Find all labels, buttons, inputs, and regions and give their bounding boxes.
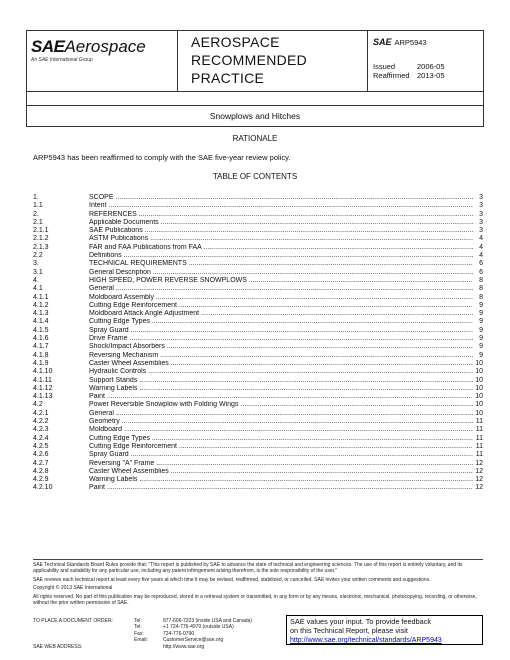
toc-page: 4 (479, 235, 483, 243)
toc-title: Cutting Edge Reinforcement ..... (89, 302, 473, 310)
toc-row[interactable] (33, 451, 483, 459)
toc-page: 9 (479, 326, 483, 334)
footer-review-text: SAE reviews each technical report at least every five years at which time it may be revised, reaffirmed, stabilized, or cancelled. SAE invites your written comments and suggestions. (33, 576, 431, 583)
toc-title: ASTM Publications ..... (89, 235, 473, 243)
toc-page: 11 (475, 451, 483, 459)
toc-page: 3 (479, 210, 483, 218)
document-header (26, 30, 484, 92)
toc-number: 4.1.12 (33, 384, 53, 392)
toc-title: Cutting Edge Types ..... (89, 435, 473, 443)
toc-title: TECHNICAL REQUIREMENTS ..... (89, 260, 473, 268)
toc-number: 2. (33, 210, 39, 218)
toc-title: Power Reversible Snowplow with Folding Wings ..... (89, 401, 473, 409)
toc-number: 4.1 (33, 285, 43, 293)
toc-title: Warning Labels ..... (89, 476, 473, 484)
logo-cell (27, 31, 178, 91)
toc-row[interactable] (33, 401, 483, 409)
toc-row[interactable] (33, 318, 483, 326)
toc-title: Definitions ..... (89, 252, 473, 260)
order-web-link[interactable]: http://www.sae.org (163, 643, 205, 650)
toc-page: 10 (475, 409, 483, 417)
logo-subtitle: An SAE International Group (31, 57, 93, 63)
toc-number: 4.2.8 (33, 467, 49, 475)
toc-row[interactable] (33, 285, 483, 293)
toc-row[interactable] (33, 435, 483, 443)
toc-number: 4.1.3 (33, 310, 49, 318)
toc-row[interactable] (33, 352, 483, 360)
table-of-contents (33, 194, 483, 493)
rationale-heading: RATIONALE (232, 134, 278, 143)
toc-title: Shock/Impact Absorbers ..... (89, 343, 473, 351)
toc-page: 3 (479, 218, 483, 226)
footer-copyright: Copyright © 2013 SAE International (33, 585, 113, 592)
toc-number: 4.2.4 (33, 434, 49, 442)
document-type: AEROSPACE RECOMMENDED PRACTICE (191, 34, 308, 86)
toc-number: 4.1.5 (33, 326, 49, 334)
toc-number: 4.1.7 (33, 343, 49, 351)
toc-number: 4.2.7 (33, 459, 49, 467)
toc-page: 9 (479, 343, 483, 351)
toc-row[interactable] (33, 235, 483, 243)
toc-title: Applicable Documents ..... (89, 219, 473, 227)
toc-number: 2.2 (33, 252, 43, 260)
toc-title: Caster Wheel Assemblies ..... (89, 360, 473, 368)
toc-number: 1. (33, 194, 39, 201)
toc-page: 12 (475, 476, 483, 484)
document-dates: Issued 2006-05 Reaffirmed 2013-05 (373, 62, 445, 80)
doc-type-cell (177, 31, 368, 91)
toc-page: 4 (479, 252, 483, 260)
toc-row[interactable] (33, 385, 483, 393)
toc-number: 3. (33, 260, 39, 268)
toc-row[interactable] (33, 260, 483, 268)
toc-row[interactable] (33, 244, 483, 252)
toc-title: SCOPE ..... (89, 194, 473, 202)
toc-number: 4.2.5 (33, 442, 49, 450)
toc-title: Hydraulic Controls ..... (89, 368, 473, 376)
toc-row[interactable] (33, 294, 483, 302)
footer-rules-text: SAE Technical Standards Board Rules provide that: "This report is published by SAE to advance the state of technical and engineering sciences. The use of this report is entirely voluntary, and its applicability and suitability for any particular use, including any patent infringement arising therefrom, is the sole responsibility of the user." (33, 562, 463, 575)
toc-number: 4.2.2 (33, 418, 49, 426)
toc-title: Spray Guard ..... (89, 451, 473, 459)
toc-title: Cutting Edge Reinforcement ..... (89, 443, 473, 451)
toc-number: 1.1 (33, 202, 43, 210)
toc-number: 4.1.13 (33, 393, 53, 401)
toc-title: Moldboard Attack Angle Adjustment ..... (89, 310, 473, 318)
email-label: Email: (134, 637, 148, 644)
toc-heading: TABLE OF CONTENTS (212, 172, 298, 181)
toc-title: Reversing "A" Frame ..... (89, 460, 473, 468)
toc-page: 8 (479, 285, 483, 293)
toc-page: 12 (475, 467, 483, 475)
toc-title: Cutting Edge Types ..... (89, 318, 473, 326)
toc-number: 4.2.10 (33, 484, 53, 492)
toc-page: 10 (475, 368, 483, 376)
toc-row[interactable] (33, 302, 483, 310)
order-tel-2: +1 724-776-4970 (outside USA) (163, 624, 234, 631)
feedback-box (286, 615, 483, 645)
toc-number: 4.1.4 (33, 318, 49, 326)
toc-row[interactable] (33, 368, 483, 376)
toc-title: Reversing Mechanism ..... (89, 352, 473, 360)
toc-page: 11 (475, 442, 483, 450)
toc-number: 4.2.1 (33, 409, 49, 417)
toc-page: 4 (479, 243, 483, 251)
toc-page: 10 (475, 376, 483, 384)
tel-label-2: Tel: (134, 624, 142, 631)
toc-row[interactable] (33, 219, 483, 227)
toc-page: 9 (479, 310, 483, 318)
toc-page: 3 (479, 202, 483, 210)
toc-page: 10 (475, 359, 483, 367)
footer-rights-text: All rights reserved. No part of this publication may be reproduced, stored in a retrieval system or transmitted, in any form or by any means, electronic, mechanical, photocopying, recording, or otherwise, without the prior written permission of SAE. (33, 593, 477, 607)
header-spacer-row (26, 92, 484, 106)
toc-number: 4. (33, 276, 39, 284)
toc-row[interactable] (33, 343, 483, 351)
tel-label: Tel: (134, 618, 142, 624)
doc-info-cell (367, 31, 483, 91)
toc-page: 10 (475, 401, 483, 409)
toc-row[interactable] (33, 360, 483, 368)
toc-number: 4.1.11 (33, 376, 52, 384)
toc-page: 9 (479, 335, 483, 343)
toc-title: Support Stands ..... (89, 377, 473, 385)
toc-row[interactable] (33, 377, 483, 385)
toc-page: 9 (479, 351, 483, 359)
toc-number: 3.1 (33, 268, 43, 276)
toc-number: 2.1.1 (33, 227, 49, 235)
feedback-line-2: on this Technical Report, please visit (290, 626, 408, 635)
toc-row[interactable] (33, 327, 483, 335)
toc-title: General Description ..... (89, 269, 473, 277)
toc-page: 8 (479, 293, 483, 301)
order-fax: 724-776-0790 (163, 630, 195, 637)
toc-row[interactable] (33, 310, 483, 318)
toc-number: 4.1.6 (33, 335, 49, 343)
toc-page: 10 (475, 393, 483, 401)
toc-row[interactable] (33, 443, 483, 451)
toc-title: Moldboard ..... (89, 426, 473, 434)
toc-title: REFERENCES ..... (89, 211, 473, 219)
toc-title: HIGH SPEED, POWER REVERSE SNOWPLOWS ..... (89, 277, 473, 285)
document-number: SAE ARP5943 (373, 37, 427, 47)
toc-title: Drive Frame ..... (89, 335, 473, 343)
order-tel-1: 877-606-7323 (inside USA and Canada) (163, 618, 252, 624)
toc-page: 9 (479, 318, 483, 326)
toc-page: 11 (475, 434, 483, 442)
toc-number: 4.1.9 (33, 359, 49, 367)
toc-page: 11 (475, 426, 483, 434)
toc-page: 12 (475, 459, 483, 467)
toc-page: 3 (479, 227, 483, 235)
footer-legal (33, 559, 483, 608)
toc-title: SAE Publications ..... (89, 227, 473, 235)
toc-number: 4.2 (33, 401, 43, 409)
toc-row[interactable] (33, 335, 483, 343)
toc-page: 11 (475, 418, 483, 426)
toc-row[interactable] (33, 227, 483, 235)
document-subject: Snowplows and Hitches (26, 106, 484, 127)
toc-row[interactable] (33, 277, 483, 285)
toc-title: Intent ..... (89, 202, 473, 210)
toc-number: 4.2.6 (33, 451, 49, 459)
toc-row[interactable] (33, 484, 483, 492)
toc-number: 2.1.3 (33, 243, 49, 251)
toc-page: 6 (479, 260, 483, 268)
toc-page: 3 (479, 194, 483, 201)
toc-row[interactable] (33, 418, 483, 426)
toc-title: Spray Guard ..... (89, 327, 473, 335)
toc-row[interactable] (33, 476, 483, 484)
toc-title: General ..... (89, 410, 473, 418)
toc-row[interactable] (33, 460, 483, 468)
order-email[interactable]: CustomerService@sae.org (163, 637, 224, 644)
toc-page: 10 (475, 384, 483, 392)
toc-number: 4.1.8 (33, 351, 49, 359)
toc-row[interactable] (33, 202, 483, 210)
toc-row[interactable] (33, 410, 483, 418)
toc-row[interactable] (33, 211, 483, 219)
web-label: SAE WEB ADDRESS: (33, 643, 83, 650)
toc-number: 4.1.2 (33, 301, 49, 309)
toc-row[interactable] (33, 194, 483, 202)
toc-title: Paint ..... (89, 393, 473, 401)
toc-title: Warning Labels ..... (89, 385, 473, 393)
toc-title: FAR and FAA Publications from FAA ..... (89, 244, 473, 252)
sae-aerospace-logo: SAEAerospace (31, 37, 146, 56)
toc-number: 4.1.10 (33, 368, 53, 376)
toc-number: 4.1.1 (33, 293, 49, 301)
toc-number: 2.1 (33, 218, 43, 226)
toc-page: 8 (479, 276, 483, 284)
toc-number: 4.2.9 (33, 476, 49, 484)
toc-row[interactable] (33, 269, 483, 277)
toc-page: 12 (475, 484, 483, 492)
toc-title: Moldboard Assembly ..... (89, 294, 473, 302)
toc-title: Paint ..... (89, 484, 473, 492)
toc-page: 6 (479, 268, 483, 276)
toc-row[interactable] (33, 393, 483, 401)
toc-title: Geometry ..... (89, 418, 473, 426)
toc-row[interactable] (33, 252, 483, 260)
feedback-link[interactable]: http://www.sae.org/technical/standards/ARP5943 (290, 637, 442, 644)
order-label: TO PLACE A DOCUMENT ORDER: (33, 618, 113, 624)
toc-title: Caster Wheel Assemblies ..... (89, 468, 473, 476)
feedback-line-1: SAE values your input. To provide feedback (290, 617, 432, 626)
toc-page: 9 (479, 301, 483, 309)
order-info (33, 618, 293, 650)
toc-number: 2.1.2 (33, 235, 49, 243)
rationale-text: ARP5943 has been reaffirmed to comply with the SAE five-year review policy. (33, 153, 291, 162)
toc-number: 4.2.3 (33, 426, 49, 434)
toc-row[interactable] (33, 468, 483, 476)
toc-row[interactable] (33, 426, 483, 434)
toc-title: General ..... (89, 285, 473, 293)
fax-label: Fax: (134, 630, 144, 637)
